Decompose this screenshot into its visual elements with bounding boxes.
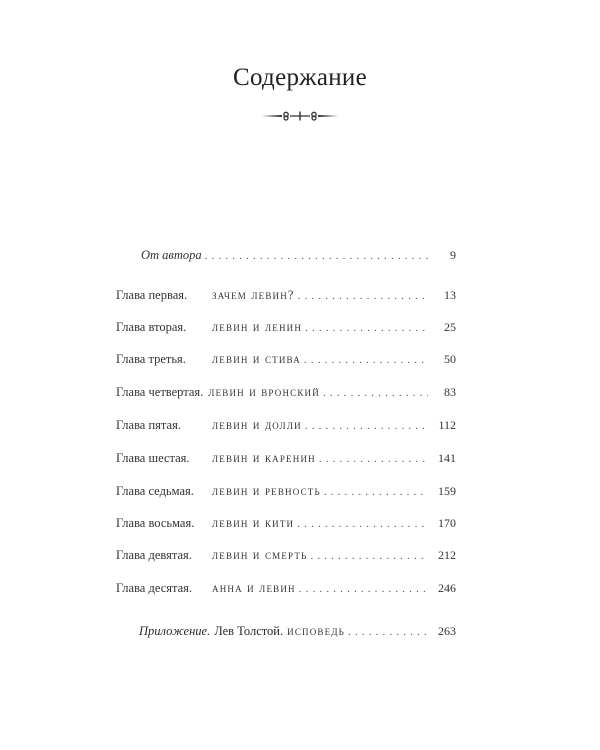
chapter-title: левин и стива bbox=[212, 352, 301, 366]
dot-leader bbox=[310, 550, 428, 562]
toc-entry-appendix[interactable] bbox=[139, 624, 456, 644]
chapter-title: левин и долли bbox=[212, 418, 302, 432]
dot-leader bbox=[348, 626, 428, 638]
page-number: 9 bbox=[450, 248, 456, 262]
page-number: 50 bbox=[444, 352, 456, 366]
fleuron-divider-icon bbox=[262, 110, 338, 122]
chapter-label: Глава пятая. bbox=[116, 418, 181, 432]
chapter-label: Глава третья. bbox=[116, 352, 186, 366]
appendix-author: Лев Толстой. bbox=[214, 624, 284, 638]
toc-entry-chapter-1[interactable] bbox=[116, 288, 456, 308]
chapter-label: Глава первая. bbox=[116, 288, 188, 302]
page-number: 263 bbox=[438, 624, 456, 638]
chapter-title: анна и левин bbox=[212, 581, 296, 595]
dot-leader bbox=[305, 420, 428, 432]
chapter-title: зачем левин? bbox=[212, 288, 295, 302]
page-number: 159 bbox=[438, 484, 456, 498]
chapter-title: левин и смерть bbox=[212, 548, 308, 562]
page-number: 13 bbox=[444, 288, 456, 302]
toc-entry-chapter-6[interactable] bbox=[116, 451, 456, 471]
page-number: 141 bbox=[438, 451, 456, 465]
toc-entry-chapter-10[interactable] bbox=[116, 581, 456, 601]
dot-leader bbox=[324, 486, 428, 498]
chapter-title: левин и ревность bbox=[212, 484, 321, 498]
page-number: 246 bbox=[438, 581, 456, 595]
dot-leader bbox=[304, 354, 428, 366]
dot-leader bbox=[305, 322, 428, 334]
chapter-label: Глава седьмая. bbox=[116, 484, 194, 498]
entry-label: От автора bbox=[141, 248, 202, 262]
chapter-label: Глава шестая. bbox=[116, 451, 190, 465]
toc-entry-chapter-2[interactable] bbox=[116, 320, 456, 340]
dot-leader bbox=[319, 453, 428, 465]
toc-entry-chapter-5[interactable] bbox=[116, 418, 456, 438]
chapter-label: Глава десятая. bbox=[116, 581, 193, 595]
dot-leader bbox=[298, 290, 428, 302]
chapter-label: Глава восьмая. bbox=[116, 516, 195, 530]
toc-entry-chapter-9[interactable] bbox=[116, 548, 456, 568]
page-number: 25 bbox=[444, 320, 456, 334]
dot-leader bbox=[205, 250, 428, 262]
chapter-title: левин и кити bbox=[212, 516, 295, 530]
toc-entry-chapter-3[interactable] bbox=[116, 352, 456, 372]
appendix-title: исповедь bbox=[287, 624, 346, 638]
chapter-label: Глава девятая. bbox=[116, 548, 192, 562]
page-number: 112 bbox=[438, 418, 456, 432]
chapter-title: левин и ленин bbox=[212, 320, 303, 334]
toc-entry-author-note[interactable] bbox=[141, 248, 456, 268]
toc-entry-chapter-8[interactable] bbox=[116, 516, 456, 536]
chapter-title: левин и каренин bbox=[212, 451, 316, 465]
chapter-label: Глава вторая. bbox=[116, 320, 187, 334]
page-number: 212 bbox=[438, 548, 456, 562]
toc-entry-chapter-4[interactable] bbox=[116, 385, 456, 405]
page-number: 83 bbox=[444, 385, 456, 399]
page-number: 170 bbox=[438, 516, 456, 530]
toc-entry-chapter-7[interactable] bbox=[116, 484, 456, 504]
dot-leader bbox=[323, 387, 428, 399]
dot-leader bbox=[299, 583, 428, 595]
chapter-label: Глава четвертая. bbox=[116, 385, 204, 399]
dot-leader bbox=[297, 518, 428, 530]
chapter-title: левин и вронский bbox=[208, 385, 320, 399]
appendix-label: Приложение. bbox=[139, 624, 211, 638]
page-title: Содержание bbox=[233, 64, 367, 91]
